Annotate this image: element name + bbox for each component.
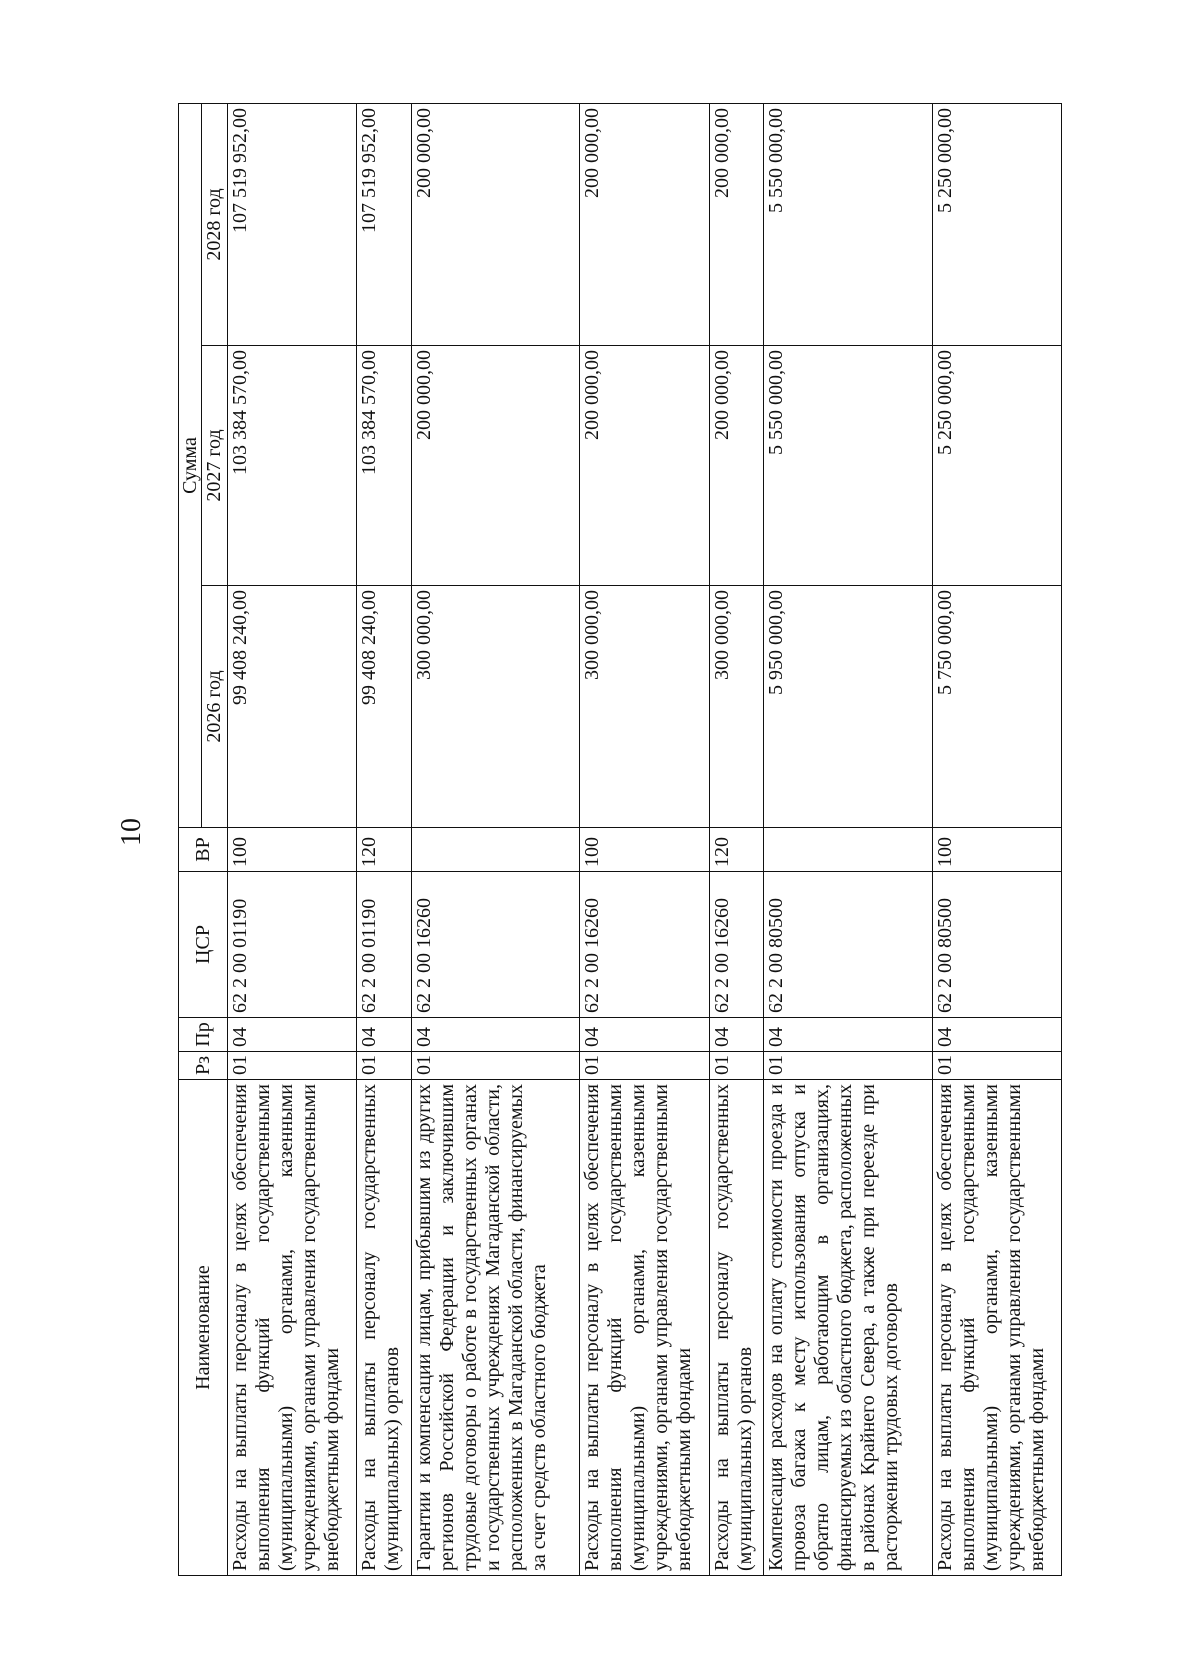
row-2027: 200 000,00 [709,346,764,586]
table-row [709,103,764,1575]
row-2026: 5 950 000,00 [764,586,933,828]
header-pr: Пр [179,1018,228,1052]
row-2027: 103 384 570,00 [357,346,412,586]
page-number: 10 [116,818,147,846]
row-vr [764,828,933,872]
row-rz: 01 [357,1052,412,1080]
row-2026: 300 000,00 [709,586,764,828]
table-row [411,103,580,1575]
row-2028: 200 000,00 [411,103,580,345]
header-rz: Рз [179,1052,228,1080]
row-vr: 120 [709,828,764,872]
row-rz: 01 [228,1052,357,1080]
row-csr: 62 2 00 16260 [580,872,709,1018]
row-name: Расходы на выплаты персоналу в целях обеспечения выполнения функций государственными (муниципальными) органами, казенными учреждениями, органами управления государственными внебюджетными фондами [932,1080,1061,1576]
row-2028: 200 000,00 [709,103,764,345]
row-csr: 62 2 00 01190 [228,872,357,1018]
table-row [580,103,709,1575]
row-vr: 100 [580,828,709,872]
row-2027: 5 250 000,00 [932,346,1061,586]
row-2026: 5 750 000,00 [932,586,1061,828]
table-row [932,103,1061,1575]
row-csr: 62 2 00 80500 [932,872,1061,1018]
row-name: Расходы на выплаты персоналу государственных (муниципальных) органов [709,1080,764,1576]
row-2028: 107 519 952,00 [228,103,357,345]
row-rz: 01 [709,1052,764,1080]
header-vr: ВР [179,828,228,872]
header-row-1 [179,103,202,1575]
row-2027: 200 000,00 [411,346,580,586]
row-2026: 99 408 240,00 [357,586,412,828]
row-2028: 5 250 000,00 [932,103,1061,345]
header-name: Наименование [179,1080,228,1576]
header-sum: Сумма [179,103,202,827]
header-2028: 2028 год [202,103,228,345]
header-2027: 2027 год [202,346,228,586]
row-2027: 103 384 570,00 [228,346,357,586]
header-csr: ЦСР [179,872,228,1018]
row-pr: 04 [764,1018,933,1052]
row-rz: 01 [580,1052,709,1080]
row-rz: 01 [932,1052,1061,1080]
row-rz: 01 [411,1052,580,1080]
row-pr: 04 [932,1018,1061,1052]
row-pr: 04 [709,1018,764,1052]
budget-table [178,103,1062,1576]
budget-table-sheet [178,104,1062,1576]
row-2026: 300 000,00 [580,586,709,828]
table-row [357,103,412,1575]
table-row [764,103,933,1575]
row-name: Гарантии и компенсации лицам, прибывшим из других регионов Российской Федерации и заключившим трудовые договоры о работе в государственных органах и государственных учреждениях Магаданской области, расположенных в Магаданской области, финансируемых за счет средств областного бюджета [411,1080,580,1576]
row-vr: 100 [228,828,357,872]
row-vr: 100 [932,828,1061,872]
row-vr [411,828,580,872]
row-pr: 04 [228,1018,357,1052]
row-name: Расходы на выплаты персоналу в целях обеспечения выполнения функций государственными (муниципальными) органами, казенными учреждениями, органами управления государственными внебюджетными фондами [228,1080,357,1576]
row-csr: 62 2 00 80500 [764,872,933,1018]
row-pr: 04 [411,1018,580,1052]
row-pr: 04 [357,1018,412,1052]
row-2028: 200 000,00 [580,103,709,345]
row-vr: 120 [357,828,412,872]
row-pr: 04 [580,1018,709,1052]
row-csr: 62 2 00 16260 [709,872,764,1018]
table-row [228,103,357,1575]
row-2026: 99 408 240,00 [228,586,357,828]
row-name: Компенсация расходов на оплату стоимости проезда и провоза багажа к месту использования отпуска и обратно лицам, работающим в организациях, финансируемых из областного бюджета, расположенных в районах Крайнего Севера, а также при переезде при расторжении трудовых договоров [764,1080,933,1576]
row-csr: 62 2 00 01190 [357,872,412,1018]
row-2026: 300 000,00 [411,586,580,828]
row-2027: 5 550 000,00 [764,346,933,586]
header-2026: 2026 год [202,586,228,828]
row-name: Расходы на выплаты персоналу государственных (муниципальных) органов [357,1080,412,1576]
row-name: Расходы на выплаты персоналу в целях обеспечения выполнения функций государственными (муниципальными) органами, казенными учреждениями, органами управления государственными внебюджетными фондами [580,1080,709,1576]
row-rz: 01 [764,1052,933,1080]
row-csr: 62 2 00 16260 [411,872,580,1018]
row-2028: 5 550 000,00 [764,103,933,345]
row-2027: 200 000,00 [580,346,709,586]
row-2028: 107 519 952,00 [357,103,412,345]
